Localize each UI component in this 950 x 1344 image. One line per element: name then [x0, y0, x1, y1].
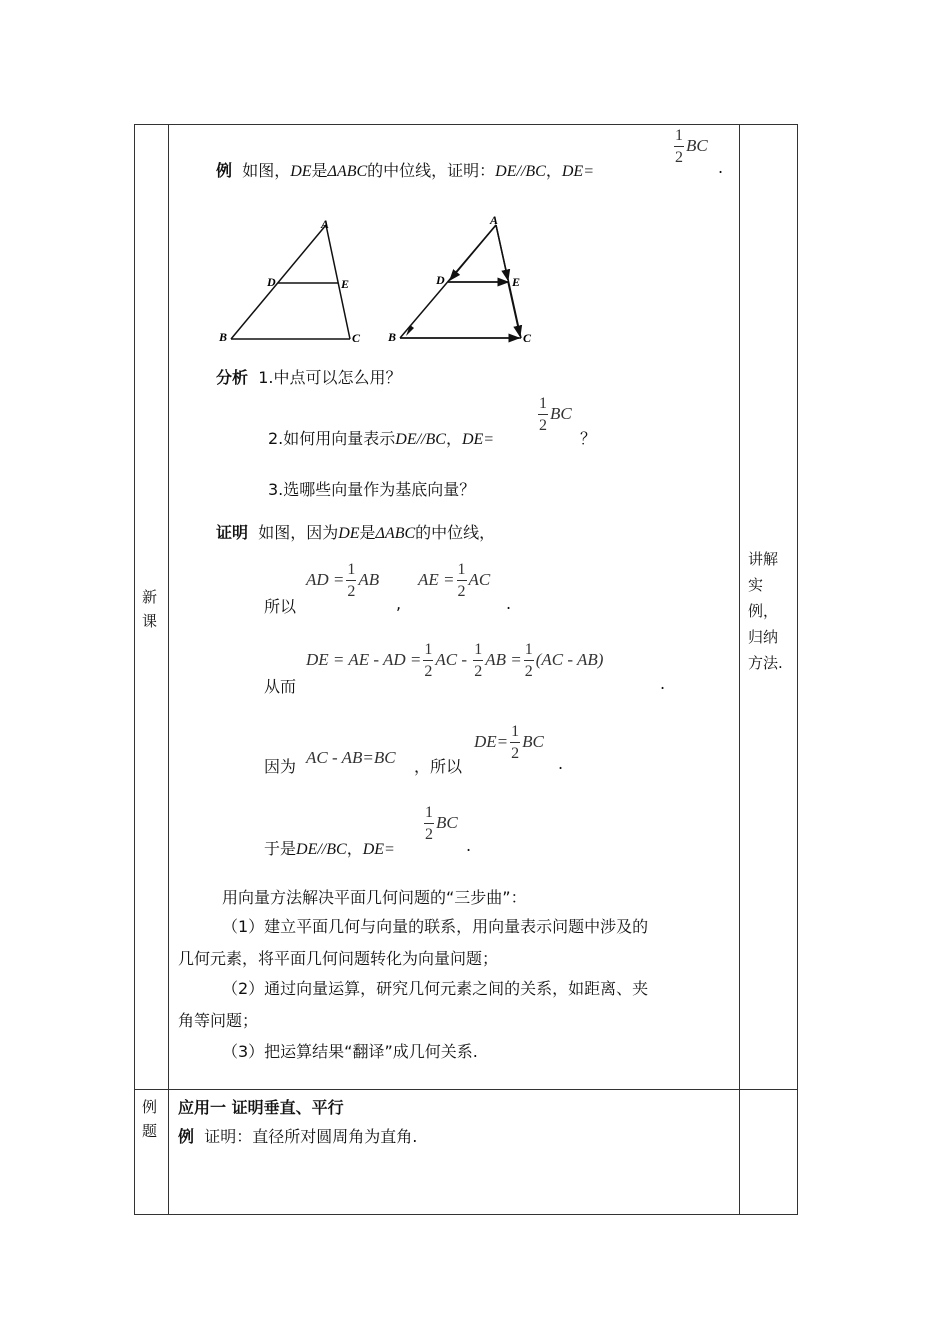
point-d-label-right: D	[436, 273, 445, 287]
proof-eq5: DE= $\frac{1}{2}$ BC	[474, 723, 544, 762]
example-half-bc: $\frac{1}{2}$ BC	[675, 127, 708, 166]
example-tag: 例	[216, 161, 233, 180]
proof-eq3: DE = AE - AD = $\frac{1}{2}$ AC - $\frac{1}{2}$ AB = $\frac{1}{2}$ (AC - AB)	[306, 641, 604, 680]
step-1-line-b: 几何元素，将平面几何问题转化为向量问题；	[178, 949, 499, 968]
analysis-q2: 2.如何用向量表示DE//BC，DE=	[268, 429, 495, 448]
teaching-notes: 讲解实例，归纳方法.	[748, 550, 783, 672]
table-divider-row	[134, 1089, 798, 1090]
triangle-figure-left	[216, 212, 366, 347]
proof-thus-label: 从而	[264, 677, 297, 696]
example-statement: 例 如图，DE是ΔABC的中位线，证明：DE//BC，DE=	[216, 161, 594, 180]
proof-eq1: AD = $\frac{1}{2}$ AB	[306, 561, 380, 600]
proof-eq2: AE = $\frac{1}{2}$ AC	[418, 561, 491, 600]
document-page: 新课 例题 讲解实例，归纳方法. 例 如图，DE是ΔABC的中位线，证明：DE//BC，DE= $\frac{1}{2}$ BC . A B C D E A B C D E 分析 1.中点可以怎么用？ 2.如何用向量表示DE//BC，DE= $\frac{1}{2}$ BC ？ 3.选哪些向量作为基底向量？ 证明 如图，因为DE是ΔABC的中位线， 所以 AD = $\frac{1}{2}$ AB , AE = $\frac{1}{2}$ AC . 从而 DE = AE - AD = $\frac{1}{2}$ AC - $\frac{1}{2}$ AB = $\frac{1}{2}$ (AC - AB) . 因为 AC - AB=BC ，所以 DE= $\frac{1}{2}$ BC . 于是DE//BC，DE= $\frac{1}{2}$ BC . 用向量方法解决平面几何问题的“三步曲”： （1）建立平面几何与向量的联系，用向量表示问题中涉及的 几何元素，将平面几何问题转化为向量问题； （2）通过向量运算，研究几何元素之间的关系，如距离、夹 角等问题； （3）把运算结果“翻译”成几何关系. 应用一 证明垂直、平行 例 证明：直径所对圆周角为直角.	[0, 0, 950, 1344]
point-e-label-right: E	[512, 275, 521, 289]
table-col-divider-1	[168, 124, 169, 1215]
application-tag: 例	[178, 1127, 195, 1146]
step-2-line-b: 角等问题；	[178, 1011, 259, 1030]
vertex-b-label: B	[219, 330, 228, 344]
vertex-c-label: C	[352, 331, 361, 345]
analysis-q1: 分析 1.中点可以怎么用？	[216, 368, 402, 387]
vertex-c-label-right: C	[523, 331, 532, 345]
analysis-q3: 3.选哪些向量作为基底向量？	[268, 480, 476, 499]
vertex-a-label-right: A	[490, 213, 499, 227]
vertex-a-label: A	[321, 217, 330, 231]
example-label: 例题	[142, 1098, 158, 1140]
point-e-label: E	[341, 277, 350, 291]
table-border-bottom	[134, 1214, 798, 1215]
proof-conclusion: 于是DE//BC，DE=	[264, 839, 395, 858]
step-2-line-a: （2）通过向量运算，研究几何元素之间的关系，如距离、夹	[222, 979, 649, 998]
proof-so-label: 所以	[264, 597, 297, 616]
application-example: 例 证明：直径所对圆周角为直角.	[178, 1127, 418, 1146]
analysis-tag: 分析	[216, 368, 249, 387]
triangle-figure-right	[384, 208, 544, 348]
proof-because-label: 因为	[264, 757, 297, 776]
analysis-half-bc: $\frac{1}{2}$ BC	[539, 395, 572, 434]
point-d-label: D	[267, 275, 276, 289]
table-border-top	[134, 124, 798, 125]
proof-half-bc: $\frac{1}{2}$ BC	[425, 804, 458, 843]
table-col-divider-2	[739, 124, 740, 1215]
application-title: 应用一 证明垂直、平行	[178, 1098, 344, 1117]
proof-intro: 证明 如图，因为DE是ΔABC的中位线，	[216, 523, 496, 542]
table-border-left	[134, 124, 135, 1215]
step-1-line-a: （1）建立平面几何与向量的联系，用向量表示问题中涉及的	[222, 917, 649, 936]
step-3: （3）把运算结果“翻译”成几何关系.	[222, 1042, 478, 1061]
proof-tag: 证明	[216, 523, 249, 542]
steps-heading: 用向量方法解决平面几何问题的“三步曲”：	[222, 888, 527, 907]
vertex-b-label-right: B	[388, 330, 397, 344]
proof-eq4: AC - AB=BC	[306, 748, 396, 767]
table-border-right	[797, 124, 798, 1215]
lesson-label: 新课	[142, 588, 158, 630]
